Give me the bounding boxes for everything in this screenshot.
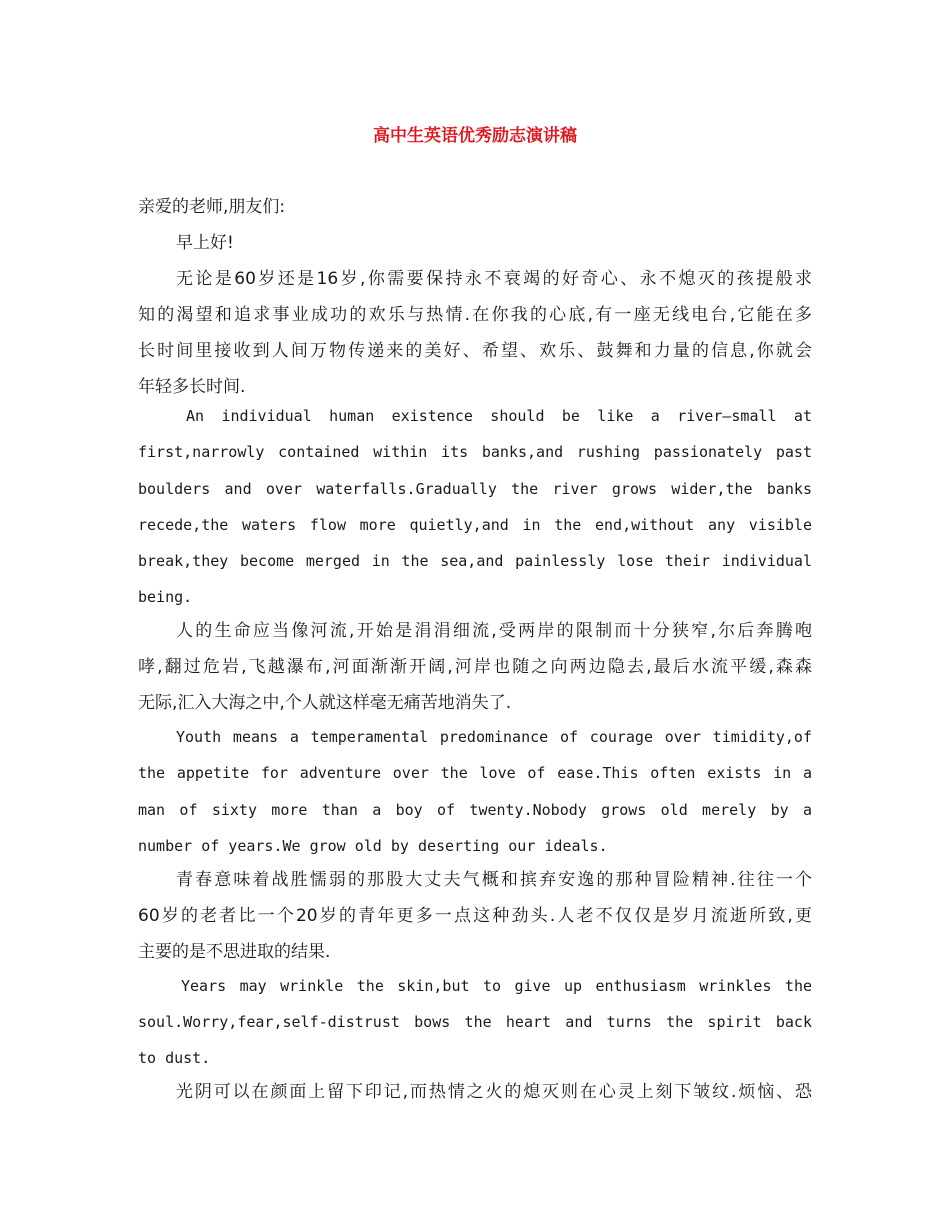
paragraph-line: 哮,翻过危岩,飞越瀑布,河面渐渐开阔,河岸也随之向两边隐去,最后水流平缓,森森 — [138, 657, 812, 677]
paragraph-line: 60岁的老者比一个20岁的青年更多一点这种劲头.人老不仅仅是岁月流逝所致,更 — [138, 906, 812, 926]
paragraph-line: break,they become merged in the sea,and painlessly lose their individual — [138, 552, 812, 570]
paragraph-line: An individual human existence should be like a river—small at — [186, 407, 812, 425]
paragraph-line: to dust. — [138, 1049, 211, 1067]
paragraph-line: number of years.We grow old by deserting our ideals. — [138, 837, 608, 855]
salutation: 亲爱的老师,朋友们: — [138, 197, 286, 217]
paragraph-line: 长时间里接收到人间万物传递来的美好、希望、欢乐、鼓舞和力量的信息,你就会 — [138, 341, 812, 361]
paragraph-line: recede,the waters flow more quietly,and in the end,without any visible — [138, 516, 812, 534]
paragraph-line: 主要的是不思进取的结果. — [138, 942, 331, 962]
paragraph-line: Years may wrinkle the skin,but to give up enthusiasm wrinkles the — [181, 977, 812, 995]
paragraph-line: soul.Worry,fear,self-distrust bows the heart and turns the spirit back — [138, 1013, 812, 1031]
paragraph-line: 青春意味着战胜懦弱的那股大丈夫气概和摈弃安逸的那种冒险精神.往往一个 — [176, 870, 812, 890]
paragraph-line: 无论是60岁还是16岁,你需要保持永不衰竭的好奇心、永不熄灭的孩提般求 — [176, 269, 812, 289]
paragraph-line: 年轻多长时间. — [138, 377, 246, 397]
paragraph-line: man of sixty more than a boy of twenty.Nobody grows old merely by a — [138, 801, 812, 819]
greeting: 早上好! — [176, 233, 234, 253]
paragraph-line: Youth means a temperamental predominance of courage over timidity,of — [176, 728, 812, 746]
paragraph-line: 光阴可以在颜面上留下印记,而热情之火的熄灭则在心灵上刻下皱纹.烦恼、恐 — [176, 1082, 812, 1102]
paragraph-line: boulders and over waterfalls.Gradually the river grows wider,the banks — [138, 480, 812, 498]
paragraph-line: 无际,汇入大海之中,个人就这样毫无痛苦地消失了. — [138, 693, 512, 713]
document-title: 高中生英语优秀励志演讲稿 — [373, 126, 577, 146]
paragraph-line: being. — [138, 588, 193, 606]
paragraph-line: 知的渴望和追求事业成功的欢乐与热情.在你我的心底,有一座无线电台,它能在多 — [138, 305, 812, 325]
paragraph-line: first,narrowly contained within its banks,and rushing passionately past — [138, 443, 812, 461]
paragraph-line: 人的生命应当像河流,开始是涓涓细流,受两岸的限制而十分狭窄,尔后奔腾咆 — [176, 621, 812, 641]
paragraph-line: the appetite for adventure over the love of ease.This often exists in a — [138, 764, 812, 782]
